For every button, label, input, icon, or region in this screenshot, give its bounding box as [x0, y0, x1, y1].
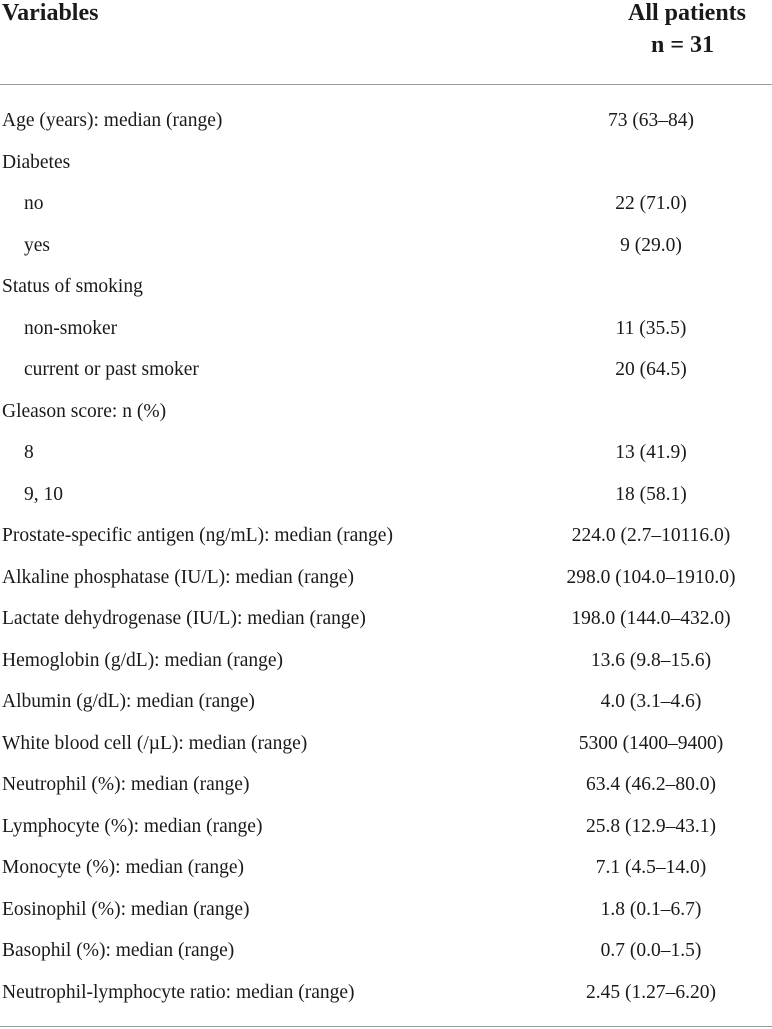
table-row	[0, 142, 772, 184]
row-value: 5300 (1400–9400)	[578, 732, 724, 754]
table-bottom-rule	[0, 1026, 772, 1027]
row-label: no	[24, 193, 44, 214]
row-value: 198.0 (144.0–432.0)	[571, 608, 731, 629]
row-value: 13.6 (9.8–15.6)	[590, 649, 712, 671]
row-value: 9 (29.0)	[620, 234, 682, 256]
row-label: Status of smoking	[2, 276, 143, 297]
table-row	[0, 266, 772, 308]
table-row	[0, 681, 772, 723]
table-row	[0, 640, 772, 682]
table-row	[0, 806, 772, 848]
row-value: 20 (64.5)	[615, 359, 687, 380]
row-label: yes	[24, 234, 50, 256]
row-value: 1.8 (0.1–6.7)	[600, 898, 702, 920]
row-value: 298.0 (104.0–1910.0)	[566, 566, 736, 588]
row-value: 2.45 (1.27–6.20)	[586, 981, 716, 1003]
table-row	[0, 972, 772, 1014]
table-row	[0, 598, 772, 640]
table-header	[0, 0, 772, 84]
row-value: 22 (71.0)	[615, 193, 687, 214]
table-row	[0, 432, 772, 474]
row-label: 8	[24, 442, 34, 463]
row-label: Alkaline phosphatase (IU/L): median (range)	[2, 566, 354, 588]
row-label: Neutrophil (%): median (range)	[2, 774, 250, 795]
row-value: 0.7 (0.0–1.5)	[600, 940, 702, 961]
row-value: 73 (63–84)	[607, 110, 695, 131]
table-body	[0, 100, 772, 1013]
row-label: Eosinophil (%): median (range)	[2, 898, 250, 920]
row-value: 224.0 (2.7–10116.0)	[571, 525, 731, 546]
row-value: 11 (35.5)	[615, 317, 687, 339]
header-n: n = 31	[650, 32, 714, 58]
table-row	[0, 723, 772, 765]
table-row	[0, 308, 772, 350]
table-row	[0, 557, 772, 599]
table-row	[0, 764, 772, 806]
table-row	[0, 391, 772, 433]
row-value: 7.1 (4.5–14.0)	[595, 857, 707, 878]
row-label: Prostate-specific antigen (ng/mL): median (range)	[2, 525, 393, 546]
header-divider	[0, 84, 772, 85]
row-label: Basophil (%): median (range)	[2, 940, 235, 961]
row-label: Neutrophil-lymphocyte ratio: median (range)	[2, 981, 355, 1003]
row-label: Age (years): median (range)	[2, 110, 223, 131]
row-label: non-smoker	[24, 317, 118, 339]
row-value: 63.4 (46.2–80.0)	[586, 774, 716, 795]
row-label: White blood cell (/µL): median (range)	[2, 732, 308, 754]
table-row	[0, 889, 772, 931]
row-label: Albumin (g/dL): median (range)	[2, 691, 255, 712]
table-row	[0, 100, 772, 142]
row-label: 9, 10	[24, 483, 63, 505]
row-value: 4.0 (3.1–4.6)	[600, 691, 702, 712]
row-label: Gleason score: n (%)	[2, 400, 167, 422]
table-row	[0, 474, 772, 516]
row-label: Lactate dehydrogenase (IU/L): median (range)	[2, 608, 366, 629]
table-row	[0, 349, 772, 391]
table-row	[0, 847, 772, 889]
table-row	[0, 930, 772, 972]
table-row	[0, 225, 772, 267]
row-label: Hemoglobin (g/dL): median (range)	[2, 649, 284, 671]
row-value: 25.8 (12.9–43.1)	[586, 815, 716, 837]
row-label: Diabetes	[2, 151, 71, 173]
row-label: current or past smoker	[24, 359, 199, 380]
row-label: Monocyte (%): median (range)	[2, 857, 245, 878]
row-label: Lymphocyte (%): median (range)	[2, 815, 263, 837]
header-variables: Variables	[2, 0, 99, 26]
row-value: 13 (41.9)	[615, 442, 687, 463]
table-row	[0, 183, 772, 225]
table-row	[0, 515, 772, 557]
row-value: 18 (58.1)	[615, 483, 687, 505]
header-all-patients: All patients	[627, 0, 746, 26]
